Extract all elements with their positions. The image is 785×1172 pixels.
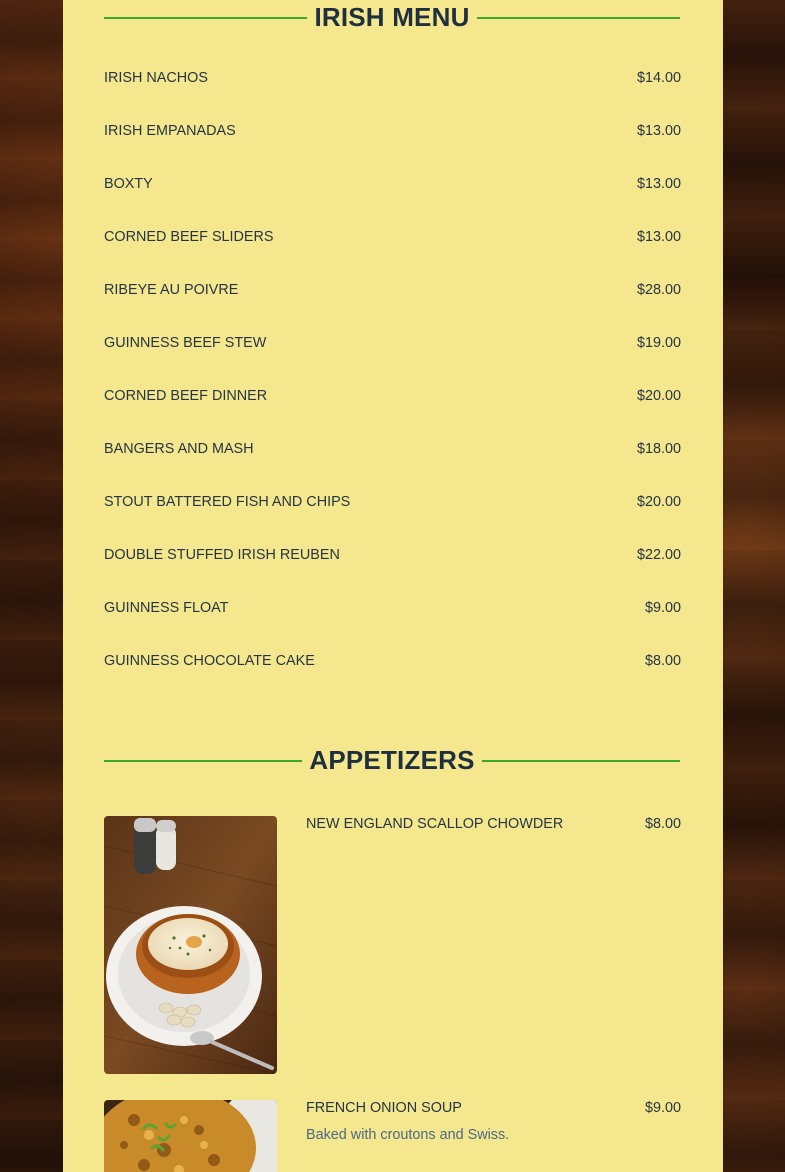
menu-item[interactable] — [104, 386, 681, 439]
appetizer-name: FRENCH ONION SOUP — [306, 1100, 462, 1116]
menu-item-name: BOXTY — [104, 176, 153, 192]
menu-item[interactable] — [104, 651, 681, 704]
appetizer-item[interactable] — [104, 1100, 681, 1172]
menu-item-name: GUINNESS CHOCOLATE CAKE — [104, 653, 315, 669]
menu-item-name: IRISH EMPANADAS — [104, 123, 236, 139]
appetizer-name: NEW ENGLAND SCALLOP CHOWDER — [306, 816, 564, 832]
menu-item-name: DOUBLE STUFFED IRISH REUBEN — [104, 547, 340, 563]
menu-item[interactable] — [104, 545, 681, 598]
menu-item[interactable] — [104, 439, 681, 492]
section-title: IRISH MENU — [314, 2, 470, 32]
menu-item[interactable] — [104, 227, 681, 280]
menu-item-price: $19.00 — [636, 335, 681, 351]
menu-item-price: $20.00 — [636, 388, 681, 404]
menu-item[interactable] — [104, 333, 681, 386]
irish-menu-heading — [104, 2, 680, 33]
menu-item-price: $20.00 — [636, 494, 681, 510]
appetizer-description: Baked with croutons and Swiss. — [306, 1127, 510, 1143]
menu-item-name: GUINNESS FLOAT — [104, 600, 229, 616]
menu-item-price: $14.00 — [636, 70, 681, 86]
background-left — [0, 0, 63, 1172]
menu-item-price: $22.00 — [636, 547, 681, 563]
heading-rule-left — [104, 760, 302, 762]
menu-panel — [63, 0, 723, 1172]
appetizer-price: $8.00 — [644, 816, 681, 832]
menu-item-name: RIBEYE AU POIVRE — [104, 282, 239, 298]
menu-item[interactable] — [104, 68, 681, 121]
menu-item-price: $9.00 — [644, 600, 681, 616]
menu-item[interactable] — [104, 492, 681, 545]
menu-item-price: $13.00 — [636, 123, 681, 139]
menu-item[interactable] — [104, 121, 681, 174]
menu-item[interactable] — [104, 598, 681, 651]
section-title: APPETIZERS — [309, 745, 475, 775]
menu-item[interactable] — [104, 174, 681, 227]
chowder-photo — [104, 816, 277, 1074]
menu-item[interactable] — [104, 280, 681, 333]
menu-item-name: STOUT BATTERED FISH AND CHIPS — [104, 494, 351, 510]
menu-item-price: $8.00 — [644, 653, 681, 669]
menu-item-price: $13.00 — [636, 229, 681, 245]
heading-rule-right — [477, 17, 680, 19]
menu-item-price: $13.00 — [636, 176, 681, 192]
appetizers-heading — [104, 745, 680, 776]
appetizer-item[interactable] — [104, 816, 681, 1074]
menu-item-price: $28.00 — [636, 282, 681, 298]
appetizer-price: $9.00 — [644, 1100, 681, 1116]
menu-item-price: $18.00 — [636, 441, 681, 457]
menu-item-name: BANGERS AND MASH — [104, 441, 254, 457]
menu-item-name: CORNED BEEF SLIDERS — [104, 229, 274, 245]
menu-item-name: CORNED BEEF DINNER — [104, 388, 268, 404]
heading-rule-right — [482, 760, 680, 762]
onion-soup-photo — [104, 1100, 277, 1172]
heading-rule-left — [104, 17, 307, 19]
background-right — [723, 0, 785, 1172]
menu-item-name: IRISH NACHOS — [104, 70, 208, 86]
menu-item-name: GUINNESS BEEF STEW — [104, 335, 267, 351]
irish-menu-list — [104, 68, 681, 704]
